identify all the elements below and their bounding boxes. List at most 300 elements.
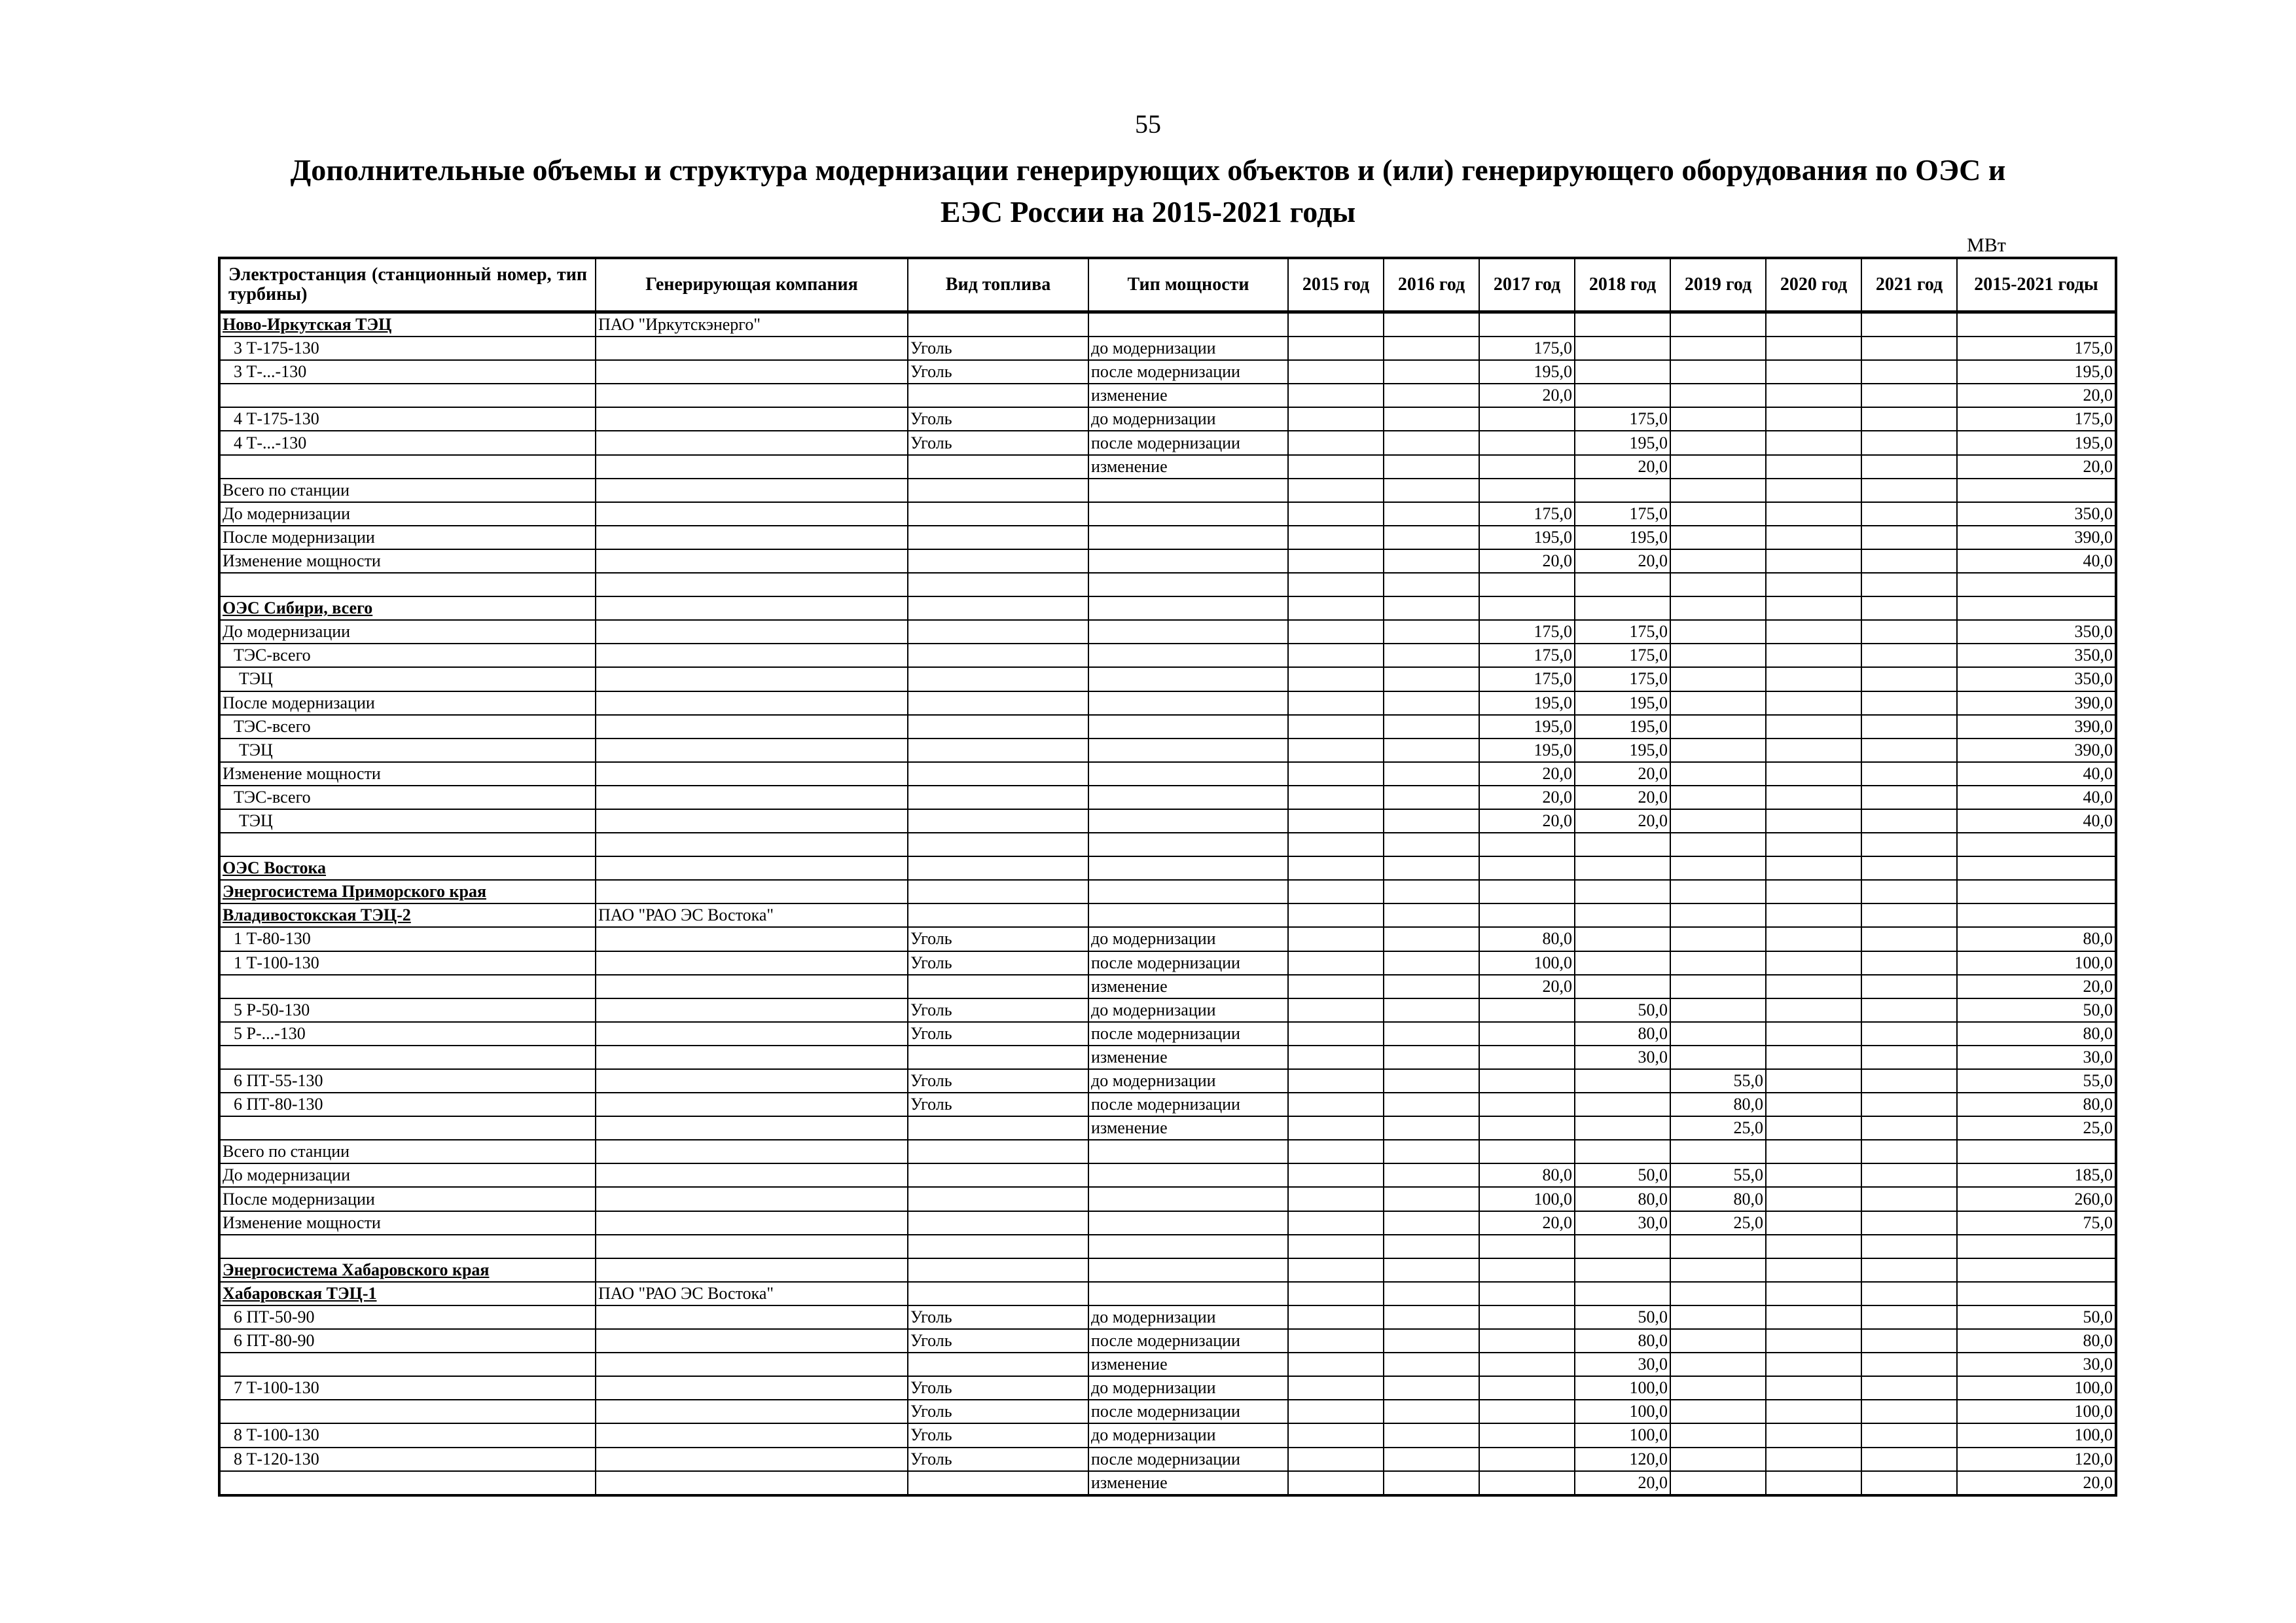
table-row [219, 407, 2116, 431]
table-row [219, 596, 2116, 620]
cell-capacity-type: до модернизации [1088, 407, 1288, 431]
cell-2017 [1479, 1140, 1575, 1163]
cell-company [596, 1069, 908, 1093]
cell-2015 [1288, 927, 1384, 951]
cell-company [596, 1211, 908, 1235]
cell-station: Владивостокская ТЭЦ-2 [219, 903, 596, 927]
cell-2021 [1861, 1046, 1957, 1069]
cell-2018: 175,0 [1575, 407, 1670, 431]
cell-2016 [1384, 691, 1479, 715]
cell-2016 [1384, 1471, 1479, 1495]
cell-fuel: Уголь [908, 337, 1088, 360]
cell-2016 [1384, 502, 1479, 526]
cell-fuel [908, 479, 1088, 502]
cell-2021 [1861, 596, 1957, 620]
cell-capacity-type: после модернизации [1088, 1093, 1288, 1116]
cell-2021 [1861, 1329, 1957, 1353]
column-header-company: Генерирующая компания [596, 258, 908, 312]
cell-2015 [1288, 1093, 1384, 1116]
cell-2018 [1575, 1140, 1670, 1163]
cell-2016 [1384, 1305, 1479, 1329]
cell-2015 [1288, 739, 1384, 762]
cell-fuel: Уголь [908, 1305, 1088, 1329]
table-row [219, 1093, 2116, 1116]
cell-station: Всего по станции [219, 1140, 596, 1163]
cell-fuel: Уголь [908, 431, 1088, 454]
cell-2015 [1288, 1282, 1384, 1305]
table-row [219, 856, 2116, 880]
cell-fuel: Уголь [908, 1093, 1088, 1116]
cell-2019 [1670, 1400, 1766, 1423]
cell-total: 20,0 [1957, 455, 2116, 479]
cell-2016 [1384, 880, 1479, 903]
cell-fuel: Уголь [908, 1423, 1088, 1447]
cell-capacity-type: изменение [1088, 1471, 1288, 1495]
cell-2019 [1670, 526, 1766, 549]
cell-fuel [908, 502, 1088, 526]
cell-company [596, 407, 908, 431]
cell-station: Энергосистема Приморского края [219, 880, 596, 903]
cell-2020 [1766, 1305, 1861, 1329]
cell-2021 [1861, 1258, 1957, 1282]
cell-2020 [1766, 833, 1861, 856]
cell-2021 [1861, 951, 1957, 975]
cell-station: 5 Р-50-130 [219, 998, 596, 1022]
cell-total: 100,0 [1957, 1376, 2116, 1400]
table-row [219, 833, 2116, 856]
cell-2017: 20,0 [1479, 384, 1575, 407]
cell-total: 260,0 [1957, 1187, 2116, 1211]
cell-2016 [1384, 739, 1479, 762]
cell-2017 [1479, 1376, 1575, 1400]
cell-2021 [1861, 360, 1957, 384]
cell-station: Ново-Иркутская ТЭЦ [219, 312, 596, 337]
table-row [219, 1140, 2116, 1163]
cell-capacity-type: изменение [1088, 1353, 1288, 1376]
cell-fuel [908, 715, 1088, 739]
cell-2015 [1288, 809, 1384, 833]
cell-2018: 195,0 [1575, 739, 1670, 762]
table-row [219, 1305, 2116, 1329]
cell-2021 [1861, 739, 1957, 762]
cell-2015 [1288, 1400, 1384, 1423]
cell-fuel [908, 1258, 1088, 1282]
table-row [219, 1282, 2116, 1305]
cell-total: 120,0 [1957, 1448, 2116, 1471]
cell-total: 20,0 [1957, 1471, 2116, 1495]
cell-fuel [908, 644, 1088, 667]
cell-2017 [1479, 1400, 1575, 1423]
table-row [219, 549, 2116, 573]
cell-2016 [1384, 644, 1479, 667]
cell-2015 [1288, 667, 1384, 691]
cell-2017: 195,0 [1479, 360, 1575, 384]
table-row [219, 644, 2116, 667]
cell-2018: 195,0 [1575, 526, 1670, 549]
cell-2017: 175,0 [1479, 620, 1575, 644]
cell-2018: 195,0 [1575, 715, 1670, 739]
cell-total: 185,0 [1957, 1163, 2116, 1187]
cell-total: 350,0 [1957, 667, 2116, 691]
cell-capacity-type [1088, 691, 1288, 715]
cell-total: 175,0 [1957, 337, 2116, 360]
cell-2018 [1575, 337, 1670, 360]
cell-capacity-type [1088, 762, 1288, 786]
cell-total: 100,0 [1957, 1400, 2116, 1423]
cell-total [1957, 573, 2116, 596]
cell-company: ПАО "Иркутскэнерго" [596, 312, 908, 337]
cell-2019: 80,0 [1670, 1093, 1766, 1116]
cell-2016 [1384, 1329, 1479, 1353]
cell-2016 [1384, 1258, 1479, 1282]
cell-station: 4 Т-...-130 [219, 431, 596, 454]
table-row [219, 975, 2116, 998]
cell-fuel [908, 691, 1088, 715]
cell-2016 [1384, 786, 1479, 809]
cell-capacity-type [1088, 715, 1288, 739]
cell-fuel [908, 620, 1088, 644]
cell-2017: 20,0 [1479, 809, 1575, 833]
cell-station [219, 975, 596, 998]
cell-2017: 80,0 [1479, 927, 1575, 951]
cell-2019 [1670, 880, 1766, 903]
cell-2018: 175,0 [1575, 644, 1670, 667]
cell-2020 [1766, 1376, 1861, 1400]
cell-fuel [908, 1116, 1088, 1140]
cell-fuel [908, 833, 1088, 856]
cell-2019 [1670, 809, 1766, 833]
cell-2016 [1384, 1235, 1479, 1258]
cell-2018: 175,0 [1575, 620, 1670, 644]
cell-2015 [1288, 431, 1384, 454]
cell-2020 [1766, 455, 1861, 479]
cell-2020 [1766, 809, 1861, 833]
cell-2019 [1670, 431, 1766, 454]
cell-2017: 20,0 [1479, 549, 1575, 573]
cell-2017: 175,0 [1479, 667, 1575, 691]
cell-2020 [1766, 998, 1861, 1022]
title-line-1: Дополнительные объемы и структура модернизации генерирующих объектов и (или) генерирующего оборудования по ОЭС и [290, 153, 2006, 187]
cell-2021 [1861, 975, 1957, 998]
cell-2021 [1861, 1282, 1957, 1305]
cell-company [596, 620, 908, 644]
cell-station: 3 Т-...-130 [219, 360, 596, 384]
cell-station: После модернизации [219, 1187, 596, 1211]
column-header-fuel: Вид топлива [908, 258, 1088, 312]
cell-2018 [1575, 927, 1670, 951]
cell-fuel [908, 573, 1088, 596]
cell-2016 [1384, 1400, 1479, 1423]
cell-capacity-type: до модернизации [1088, 337, 1288, 360]
cell-total: 80,0 [1957, 1022, 2116, 1046]
cell-2019 [1670, 903, 1766, 927]
cell-capacity-type: до модернизации [1088, 1423, 1288, 1447]
cell-2015 [1288, 903, 1384, 927]
table-row [219, 1471, 2116, 1495]
cell-fuel [908, 1211, 1088, 1235]
cell-2018: 100,0 [1575, 1376, 1670, 1400]
cell-capacity-type [1088, 1163, 1288, 1187]
table-row [219, 739, 2116, 762]
cell-total: 50,0 [1957, 1305, 2116, 1329]
cell-2019 [1670, 951, 1766, 975]
cell-2015 [1288, 1235, 1384, 1258]
cell-2020 [1766, 360, 1861, 384]
cell-2017 [1479, 1282, 1575, 1305]
cell-company [596, 1258, 908, 1282]
cell-2019 [1670, 596, 1766, 620]
cell-2018 [1575, 1069, 1670, 1093]
cell-2020 [1766, 786, 1861, 809]
cell-2017 [1479, 1235, 1575, 1258]
cell-2015 [1288, 1329, 1384, 1353]
cell-total: 40,0 [1957, 809, 2116, 833]
cell-company [596, 596, 908, 620]
cell-fuel [908, 880, 1088, 903]
cell-2019 [1670, 739, 1766, 762]
table-row [219, 1400, 2116, 1423]
cell-total: 390,0 [1957, 715, 2116, 739]
cell-2018: 20,0 [1575, 786, 1670, 809]
column-header-capacity-type: Тип мощности [1088, 258, 1288, 312]
cell-2018: 50,0 [1575, 1305, 1670, 1329]
cell-company [596, 762, 908, 786]
cell-2021 [1861, 573, 1957, 596]
cell-2019 [1670, 620, 1766, 644]
cell-fuel: Уголь [908, 407, 1088, 431]
cell-2019 [1670, 1329, 1766, 1353]
cell-2017: 175,0 [1479, 502, 1575, 526]
cell-2020 [1766, 502, 1861, 526]
cell-2019 [1670, 715, 1766, 739]
table-row [219, 431, 2116, 454]
cell-2021 [1861, 880, 1957, 903]
table-row [219, 1116, 2116, 1140]
cell-total: 30,0 [1957, 1353, 2116, 1376]
cell-2020 [1766, 573, 1861, 596]
cell-2015 [1288, 596, 1384, 620]
cell-2017 [1479, 455, 1575, 479]
cell-company [596, 809, 908, 833]
cell-2015 [1288, 1187, 1384, 1211]
cell-2021 [1861, 1211, 1957, 1235]
cell-station: После модернизации [219, 526, 596, 549]
cell-2016 [1384, 1046, 1479, 1069]
cell-total: 195,0 [1957, 360, 2116, 384]
cell-total: 350,0 [1957, 502, 2116, 526]
cell-station: До модернизации [219, 620, 596, 644]
cell-2016 [1384, 573, 1479, 596]
cell-2021 [1861, 1400, 1957, 1423]
table-row [219, 620, 2116, 644]
cell-2020 [1766, 975, 1861, 998]
cell-2017 [1479, 1448, 1575, 1471]
cell-2018 [1575, 1116, 1670, 1140]
cell-fuel [908, 786, 1088, 809]
cell-2016 [1384, 455, 1479, 479]
cell-2017: 175,0 [1479, 337, 1575, 360]
cell-capacity-type [1088, 1282, 1288, 1305]
cell-2016 [1384, 1187, 1479, 1211]
cell-station: ТЭЦ [219, 739, 596, 762]
cell-2016 [1384, 384, 1479, 407]
cell-total: 40,0 [1957, 549, 2116, 573]
cell-2018 [1575, 975, 1670, 998]
cell-station: ТЭЦ [219, 809, 596, 833]
cell-2016 [1384, 312, 1479, 337]
cell-2020 [1766, 1187, 1861, 1211]
cell-station [219, 1046, 596, 1069]
cell-2021 [1861, 526, 1957, 549]
cell-2016 [1384, 620, 1479, 644]
cell-fuel: Уголь [908, 1448, 1088, 1471]
table-row [219, 715, 2116, 739]
cell-capacity-type [1088, 620, 1288, 644]
cell-2016 [1384, 1211, 1479, 1235]
cell-2020 [1766, 526, 1861, 549]
cell-2020 [1766, 1022, 1861, 1046]
cell-fuel [908, 1353, 1088, 1376]
cell-2016 [1384, 856, 1479, 880]
cell-2016 [1384, 549, 1479, 573]
table-row [219, 573, 2116, 596]
cell-company [596, 1353, 908, 1376]
cell-2020 [1766, 691, 1861, 715]
cell-2019 [1670, 998, 1766, 1022]
cell-total: 100,0 [1957, 1423, 2116, 1447]
cell-total: 80,0 [1957, 927, 2116, 951]
table-row [219, 312, 2116, 337]
cell-2016 [1384, 975, 1479, 998]
cell-total: 80,0 [1957, 1093, 2116, 1116]
cell-total: 40,0 [1957, 786, 2116, 809]
cell-2016 [1384, 1376, 1479, 1400]
cell-company [596, 833, 908, 856]
table-row [219, 360, 2116, 384]
cell-2020 [1766, 1163, 1861, 1187]
cell-2019 [1670, 1258, 1766, 1282]
cell-2015 [1288, 1258, 1384, 1282]
cell-2021 [1861, 1353, 1957, 1376]
cell-capacity-type [1088, 1235, 1288, 1258]
cell-2017 [1479, 1329, 1575, 1353]
cell-fuel [908, 1140, 1088, 1163]
cell-total: 20,0 [1957, 975, 2116, 998]
table-row [219, 1187, 2116, 1211]
cell-2020 [1766, 667, 1861, 691]
cell-2020 [1766, 1400, 1861, 1423]
column-header-2019: 2019 год [1670, 258, 1766, 312]
cell-fuel [908, 1282, 1088, 1305]
table-row [219, 502, 2116, 526]
cell-2015 [1288, 644, 1384, 667]
column-header-station: Электростанция (станционный номер, тип турбины) [219, 258, 596, 312]
cell-2021 [1861, 644, 1957, 667]
cell-station [219, 384, 596, 407]
cell-2018 [1575, 833, 1670, 856]
cell-station: ТЭС-всего [219, 644, 596, 667]
cell-2017 [1479, 998, 1575, 1022]
cell-2021 [1861, 502, 1957, 526]
cell-2020 [1766, 1235, 1861, 1258]
cell-2019 [1670, 312, 1766, 337]
cell-company [596, 1163, 908, 1187]
cell-2019 [1670, 856, 1766, 880]
cell-2018 [1575, 1093, 1670, 1116]
cell-station: До модернизации [219, 502, 596, 526]
cell-2020 [1766, 337, 1861, 360]
cell-2015 [1288, 762, 1384, 786]
cell-2016 [1384, 337, 1479, 360]
cell-2020 [1766, 951, 1861, 975]
cell-station: 1 Т-80-130 [219, 927, 596, 951]
cell-2016 [1384, 596, 1479, 620]
table-row [219, 809, 2116, 833]
cell-2017 [1479, 1258, 1575, 1282]
cell-company [596, 1400, 908, 1423]
cell-station: 1 Т-100-130 [219, 951, 596, 975]
cell-2021 [1861, 1448, 1957, 1471]
cell-2018: 50,0 [1575, 1163, 1670, 1187]
cell-station: ОЭС Сибири, всего [219, 596, 596, 620]
cell-2020 [1766, 1448, 1861, 1471]
cell-fuel: Уголь [908, 1022, 1088, 1046]
cell-2018: 195,0 [1575, 431, 1670, 454]
cell-station: Энергосистема Хабаровского края [219, 1258, 596, 1282]
cell-total [1957, 596, 2116, 620]
table-row [219, 337, 2116, 360]
cell-company [596, 880, 908, 903]
cell-fuel [908, 455, 1088, 479]
cell-2017 [1479, 880, 1575, 903]
cell-2015 [1288, 479, 1384, 502]
cell-2020 [1766, 312, 1861, 337]
cell-capacity-type [1088, 880, 1288, 903]
cell-company [596, 1376, 908, 1400]
cell-2016 [1384, 1282, 1479, 1305]
cell-2021 [1861, 384, 1957, 407]
cell-2019 [1670, 1046, 1766, 1069]
cell-2017: 195,0 [1479, 691, 1575, 715]
cell-total: 40,0 [1957, 762, 2116, 786]
cell-2016 [1384, 833, 1479, 856]
cell-2015 [1288, 360, 1384, 384]
cell-2017 [1479, 431, 1575, 454]
table-row [219, 1376, 2116, 1400]
cell-capacity-type: до модернизации [1088, 927, 1288, 951]
cell-2017 [1479, 1093, 1575, 1116]
cell-2021 [1861, 549, 1957, 573]
cell-2019 [1670, 833, 1766, 856]
cell-company [596, 691, 908, 715]
column-header-total: 2015-2021 годы [1957, 258, 2116, 312]
cell-2018 [1575, 951, 1670, 975]
cell-2021 [1861, 786, 1957, 809]
cell-company: ПАО "РАО ЭС Востока" [596, 1282, 908, 1305]
table-body [219, 312, 2116, 1495]
cell-capacity-type [1088, 1187, 1288, 1211]
cell-2016 [1384, 951, 1479, 975]
cell-station [219, 1235, 596, 1258]
table-header-row [219, 258, 2116, 312]
cell-2017 [1479, 1116, 1575, 1140]
cell-2015 [1288, 1163, 1384, 1187]
cell-2016 [1384, 903, 1479, 927]
cell-fuel [908, 312, 1088, 337]
table-row [219, 1022, 2116, 1046]
cell-2018 [1575, 479, 1670, 502]
cell-capacity-type: после модернизации [1088, 1448, 1288, 1471]
